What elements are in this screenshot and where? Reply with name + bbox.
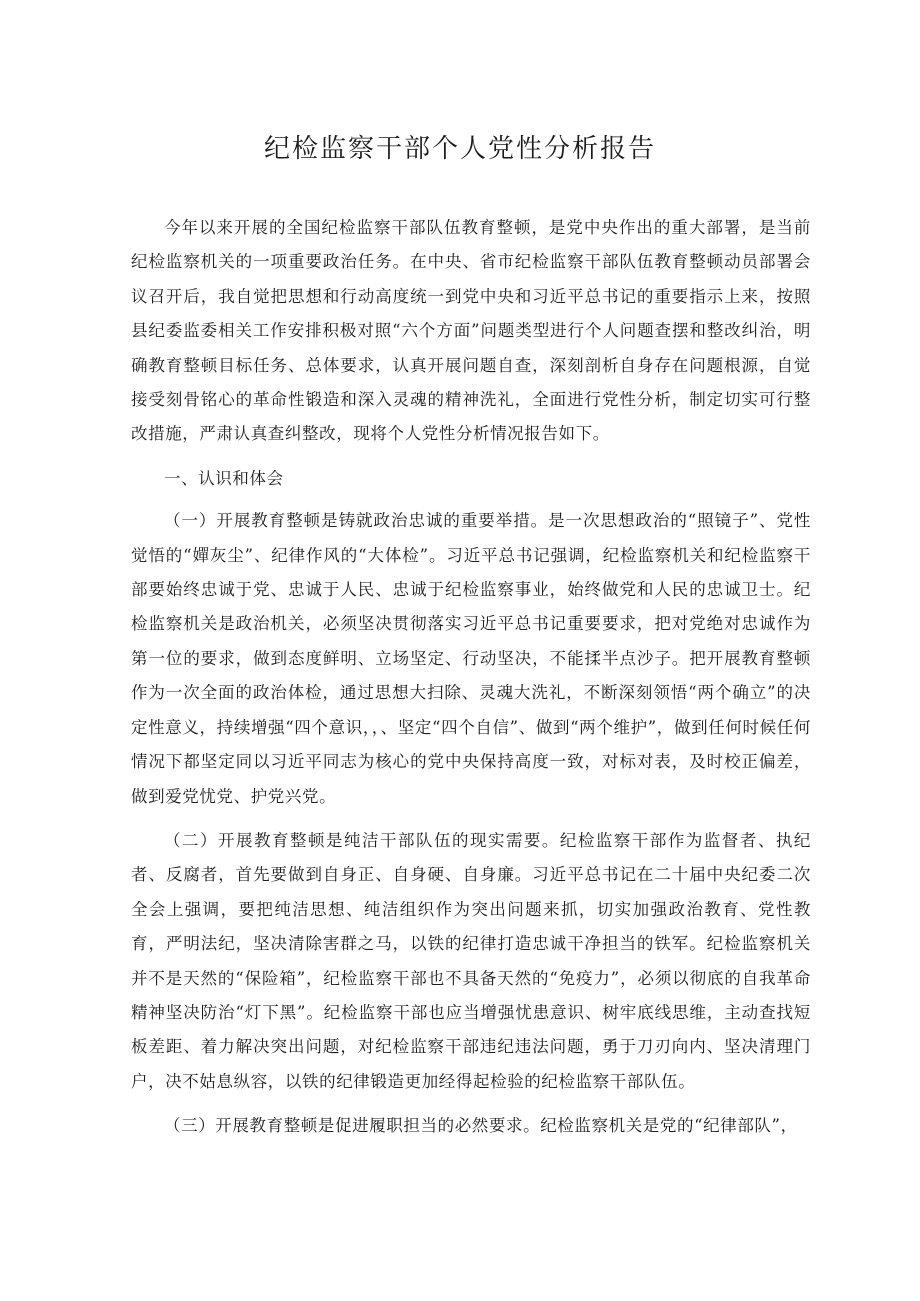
document-title: 纪检监察干部个人党性分析报告 [263, 134, 656, 164]
subsection-paragraph-2: （二）开展教育整顿是纯洁干部队伍的现实需要。纪检监察干部作为监督者、执纪者、反腐者，首先要做到自身正、自身硬、自身廉。习近平总书记在二十届中央纪委二次全会上强调，要把纯洁思想、纯洁组织作为突出问题来抓，切实加强政治教育、党性教育，严明法纪，坚决清除害群之马，以铁的纪律打造忠诚干净担当的铁军。纪检监察机关并不是天然的“保险箱”，纪检监察干部也不具备天然的“免疫力”，必须以彻底的自我革命精神坚决防治“灯下黑”。纪检监察干部也应当增强忧患意识、树牢底线思维，主动查找短板差距、着力解决突出问题，对纪检监察干部违纪违法问题，勇于刀刃向内、坚决清理门户，决不姑息纵容，以铁的纪律锻造更加经得起检验的纪检监察干部队伍。 [131, 830, 811, 1091]
document-body [131, 211, 811, 1154]
subsection-paragraph-3: （三）开展教育整顿是促进履职担当的必然要求。纪检监察机关是党的“纪律部队”， [164, 1116, 798, 1136]
subsection-paragraph-1: （一）开展教育整顿是铸就政治忠诚的重要举措。是一次思想政治的“照镜子”、党性觉悟的“嬋灰尘”、纪律作风的“大体检”。习近平总书记强调，纪检监察机关和纪检监察干部要始终忠诚于党、忠诚于人民、忠诚于纪检监察事业，始终做党和人民的忠诚卫士。纪检监察机关是政治机关，必须坚决贯彻落实习近平总书记重要要求，把对党绝对忠诚作为第一位的要求，做到态度鲜明、立场坚定、行动坚决，不能揉半点沙子。把开展教育整顿作为一次全面的政治体检，通过思想大扫除、灵魂大洗礼，不断深刻领悟“两个确立”的决定性意义，持续增强“四个意识，，、坚定“四个自信”、做到“两个维护”，做到任何时候任何情况下都坚定同以习近平同志为核心的党中央保持高度一致，对标对表，及时校正偏差，做到爱党忧党、护党兴党。 [131, 511, 811, 806]
section-heading: 一、认识和体会 [164, 468, 284, 488]
intro-paragraph: 今年以来开展的全国纪检监察干部队伍教育整顿，是党中央作出的重大部署，是当前纪检监察机关的一项重要政治任务。在中央、省市纪检监察干部队伍教育整顿动员部署会议召开后，我自觉把思想和行动高度统一到党中央和习近平总书记的重要指示上来，按照县纪委监委相关工作安排积极对照“六个方面”问题类型进行个人问题查摆和整改纠治，明确教育整顿目标任务、总体要求，认真开展问题自查，深刻剖析自身存在问题根源，自觉接受刻骨铭心的革命性锻造和深入灵魂的精神洗礼，全面进行党性分析，制定切实可行整改措施，严肃认真查纠整改，现将个人党性分析情况报告如下。 [131, 218, 811, 444]
